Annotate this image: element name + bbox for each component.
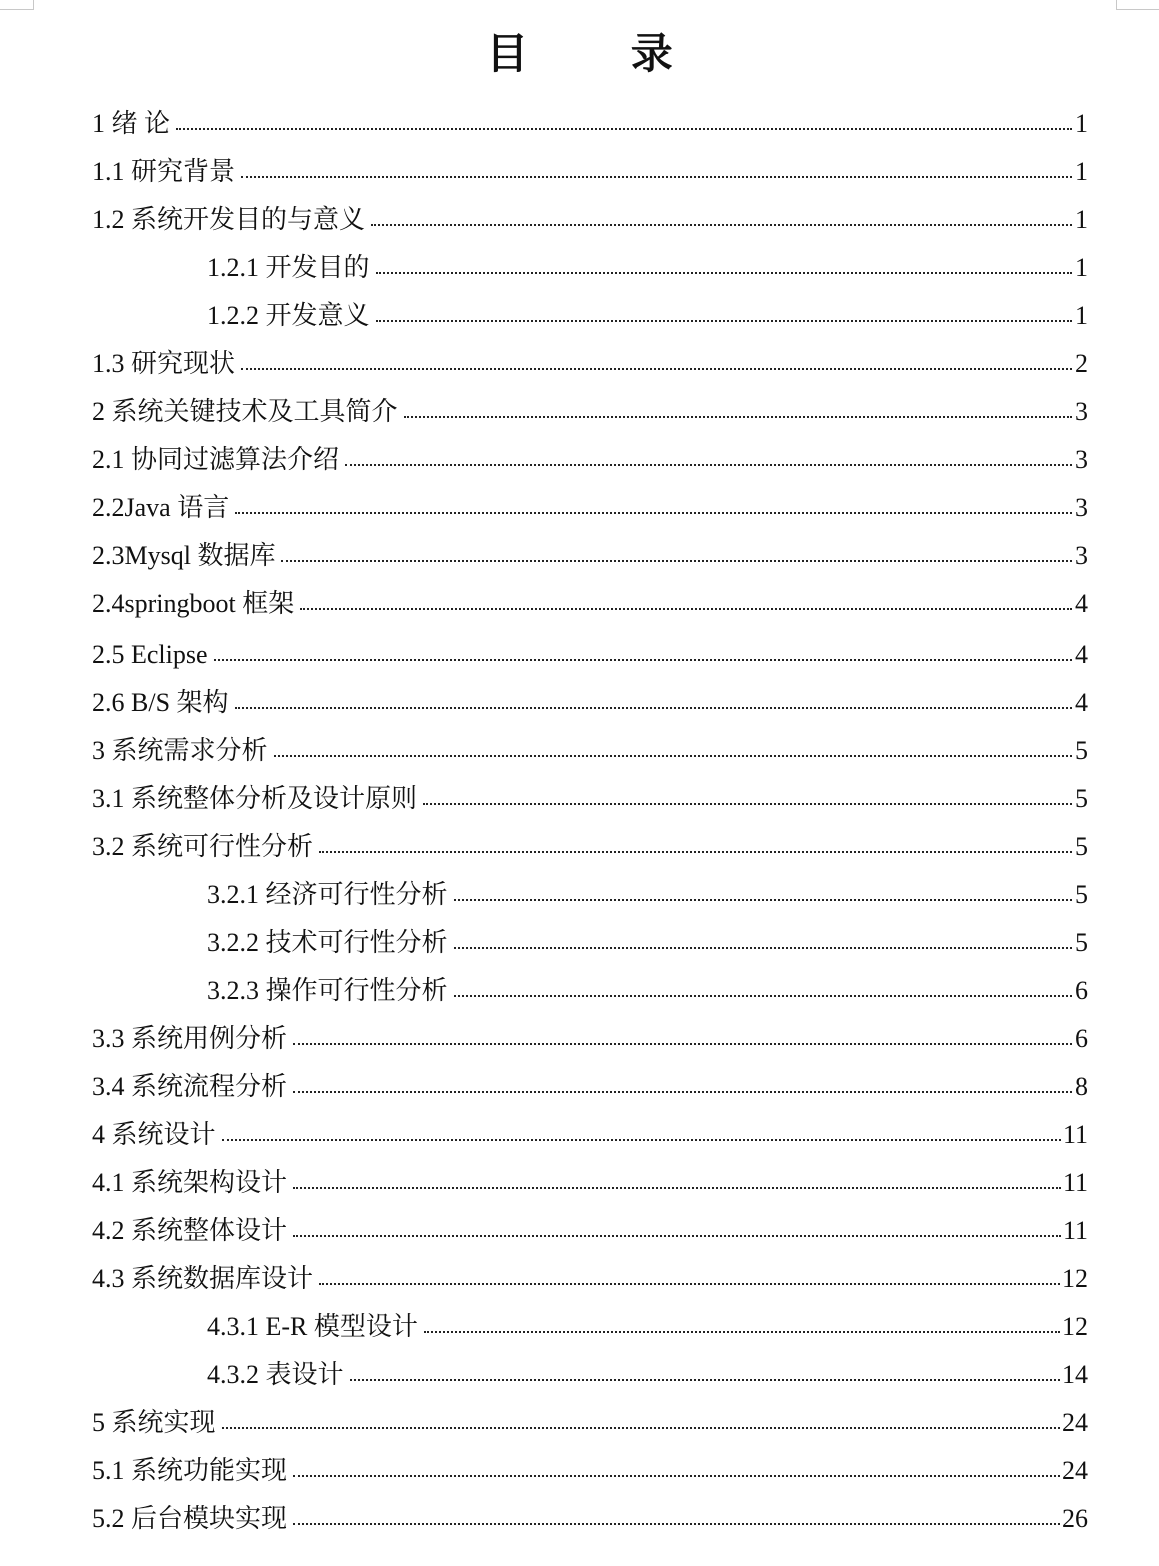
toc-entry[interactable] (92, 727, 1088, 775)
toc-entry[interactable] (92, 628, 1088, 679)
toc-entry-title: 1.2.2 开发意义 (207, 301, 370, 330)
toc-entry[interactable] (92, 1399, 1088, 1447)
toc-page-number: 4 (1075, 688, 1088, 717)
toc-list (92, 100, 1088, 1543)
toc-dot-leader (454, 995, 1072, 997)
toc-entry-title: 5 系统实现 (92, 1408, 216, 1437)
toc-entry[interactable] (92, 484, 1088, 532)
toc-dot-leader (222, 1427, 1060, 1429)
toc-page-number: 1 (1075, 157, 1088, 186)
toc-page-number: 11 (1062, 1216, 1088, 1245)
toc-page-number: 6 (1075, 976, 1088, 1005)
toc-dot-leader (281, 560, 1072, 562)
toc-entry[interactable] (92, 436, 1088, 484)
toc-entry[interactable] (92, 580, 1088, 628)
toc-entry[interactable] (92, 1351, 1088, 1399)
toc-dot-leader (274, 755, 1072, 757)
toc-page-number: 4 (1075, 640, 1088, 669)
toc-dot-leader (293, 1475, 1060, 1477)
toc-dot-leader (454, 899, 1072, 901)
toc-page-number: 3 (1075, 445, 1088, 474)
toc-entry-title: 2.6 B/S 架构 (92, 688, 229, 717)
toc-dot-leader (293, 1043, 1072, 1045)
toc-page-number: 5 (1075, 736, 1088, 765)
toc-entry[interactable] (92, 871, 1088, 919)
toc-page-number: 8 (1075, 1072, 1088, 1101)
toc-entry-title: 2.3Mysql 数据库 (92, 541, 276, 570)
toc-entry[interactable] (92, 1447, 1088, 1495)
toc-page-number: 14 (1062, 1360, 1088, 1389)
toc-page-number: 1 (1075, 301, 1088, 330)
toc-dot-leader (235, 707, 1072, 709)
page-corner-mark-right (1116, 0, 1159, 10)
toc-entry-title: 3.2.1 经济可行性分析 (207, 880, 448, 909)
toc-page-number: 12 (1062, 1312, 1088, 1341)
toc-page-number: 11 (1062, 1168, 1088, 1197)
toc-page-number: 5 (1075, 928, 1088, 957)
toc-dot-leader (300, 608, 1072, 610)
toc-entry-title: 1.1 研究背景 (92, 157, 236, 186)
toc-dot-leader (424, 1331, 1060, 1333)
toc-page-number: 5 (1075, 832, 1088, 861)
toc-entry[interactable] (92, 679, 1088, 727)
toc-entry[interactable] (92, 340, 1088, 388)
toc-dot-leader (319, 1283, 1060, 1285)
toc-page-number: 3 (1075, 493, 1088, 522)
toc-entry[interactable] (92, 1111, 1088, 1159)
toc-entry-title: 3 系统需求分析 (92, 736, 268, 765)
toc-dot-leader (293, 1523, 1060, 1525)
toc-entry[interactable] (92, 244, 1088, 292)
toc-entry-title: 3.2.3 操作可行性分析 (207, 976, 448, 1005)
toc-entry[interactable] (92, 919, 1088, 967)
toc-dot-leader (214, 659, 1072, 661)
toc-entry[interactable] (92, 1063, 1088, 1111)
toc-page-number: 4 (1075, 589, 1088, 618)
toc-entry-title: 4.3 系统数据库设计 (92, 1264, 314, 1293)
toc-entry-title: 1.2 系统开发目的与意义 (92, 205, 366, 234)
toc-entry-title: 2.2Java 语言 (92, 493, 230, 522)
toc-entry-title: 1.3 研究现状 (92, 349, 236, 378)
toc-entry[interactable] (92, 1207, 1088, 1255)
toc-dot-leader (222, 1139, 1061, 1141)
toc-entry-title: 4 系统设计 (92, 1120, 216, 1149)
toc-page-number: 5 (1075, 784, 1088, 813)
toc-entry[interactable] (92, 967, 1088, 1015)
toc-page-number: 24 (1062, 1456, 1088, 1485)
toc-entry[interactable] (92, 823, 1088, 871)
toc-entry-title: 3.3 系统用例分析 (92, 1024, 288, 1053)
toc-entry[interactable] (92, 148, 1088, 196)
toc-entry-title: 4.3.1 E-R 模型设计 (207, 1312, 418, 1341)
toc-dot-leader (235, 512, 1072, 514)
toc-entry-title: 5.1 系统功能实现 (92, 1456, 288, 1485)
toc-entry-title: 2.4springboot 框架 (92, 589, 295, 618)
toc-page-number: 3 (1075, 541, 1088, 570)
toc-entry-title: 3.1 系统整体分析及设计原则 (92, 784, 418, 813)
toc-entry-title: 2 系统关键技术及工具简介 (92, 397, 398, 426)
toc-page-number: 2 (1075, 349, 1088, 378)
toc-dot-leader (423, 803, 1072, 805)
toc-dot-leader (319, 851, 1072, 853)
toc-page-number: 12 (1062, 1264, 1088, 1293)
toc-dot-leader (293, 1187, 1061, 1189)
toc-dot-leader (345, 464, 1072, 466)
toc-dot-leader (376, 320, 1072, 322)
toc-page-number: 24 (1062, 1408, 1088, 1437)
toc-entry[interactable] (92, 1015, 1088, 1063)
toc-entry[interactable] (92, 1495, 1088, 1543)
toc-entry-title: 1.2.1 开发目的 (207, 253, 370, 282)
page-corner-mark-left (0, 0, 34, 10)
toc-page-number: 1 (1075, 109, 1088, 138)
toc-entry-title: 4.2 系统整体设计 (92, 1216, 288, 1245)
toc-dot-leader (241, 368, 1072, 370)
toc-entry[interactable] (92, 196, 1088, 244)
toc-dot-leader (176, 128, 1072, 130)
toc-entry-title: 2.1 协同过滤算法介绍 (92, 445, 340, 474)
toc-page-number: 3 (1075, 397, 1088, 426)
toc-dot-leader (376, 272, 1072, 274)
toc-page-number: 1 (1075, 253, 1088, 282)
toc-page-number: 6 (1075, 1024, 1088, 1053)
toc-entry[interactable] (92, 532, 1088, 580)
toc-entry[interactable] (92, 292, 1088, 340)
toc-dot-leader (371, 224, 1072, 226)
toc-entry-title: 2.5 Eclipse (92, 640, 208, 669)
toc-entry-title: 4.1 系统架构设计 (92, 1168, 288, 1197)
toc-page-number: 11 (1062, 1120, 1088, 1149)
toc-entry-title: 3.4 系统流程分析 (92, 1072, 288, 1101)
toc-entry-title: 3.2 系统可行性分析 (92, 832, 314, 861)
toc-entry[interactable] (92, 1159, 1088, 1207)
toc-dot-leader (350, 1379, 1060, 1381)
toc-title: 目 录 (486, 29, 717, 78)
toc-entry[interactable] (92, 775, 1088, 823)
toc-dot-leader (454, 947, 1072, 949)
toc-dot-leader (293, 1235, 1061, 1237)
toc-page-number: 26 (1062, 1504, 1088, 1533)
toc-entry[interactable] (92, 388, 1088, 436)
toc-dot-leader (241, 176, 1072, 178)
toc-entry-title: 1 绪 论 (92, 109, 171, 138)
toc-entry-title: 3.2.2 技术可行性分析 (207, 928, 448, 957)
toc-page-number: 5 (1075, 880, 1088, 909)
toc-page-number: 1 (1075, 205, 1088, 234)
toc-entry-title: 5.2 后台模块实现 (92, 1504, 288, 1533)
toc-dot-leader (293, 1091, 1072, 1093)
toc-entry-title: 4.3.2 表设计 (207, 1360, 344, 1389)
toc-entry[interactable] (92, 1303, 1088, 1351)
toc-entry[interactable] (92, 1255, 1088, 1303)
toc-dot-leader (404, 416, 1072, 418)
toc-entry[interactable] (92, 100, 1088, 148)
